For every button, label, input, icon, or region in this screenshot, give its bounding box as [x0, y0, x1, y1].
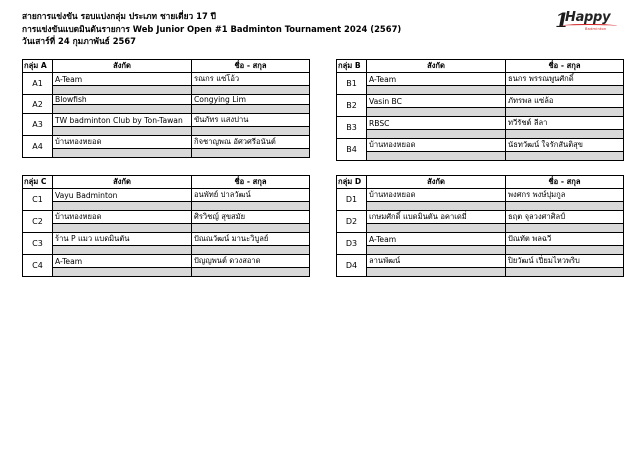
name-spacer-cell: [192, 202, 310, 211]
player-name: ธฤต จุลวงศาศิลป์: [506, 211, 624, 224]
name-spacer-cell: [506, 202, 624, 211]
player-row: [23, 95, 310, 105]
name-spacer-cell: [192, 224, 310, 233]
affiliation-spacer-cell: [367, 202, 506, 211]
affiliation-spacer-cell: [53, 86, 192, 95]
player-affiliation: A-Team: [367, 233, 506, 246]
affiliation-spacer-cell: [367, 152, 506, 161]
player-name: อนพัทย์ ปาลวัฒน์: [192, 189, 310, 202]
seed-code: D1: [337, 189, 367, 211]
affiliation-spacer-cell: [53, 202, 192, 211]
player-row-spacer: [337, 224, 624, 233]
name-spacer-cell: [506, 130, 624, 139]
name-header: ชื่อ - สกุล: [506, 60, 624, 73]
player-row: [23, 189, 310, 202]
player-name: ขันภัทร แสงปาน: [192, 114, 310, 127]
affiliation-header: สังกัด: [53, 176, 192, 189]
player-name: ปัญญพนต์ ดวงสอาด: [192, 255, 310, 268]
player-affiliation: บ้านทองหยอด: [53, 211, 192, 224]
player-row: [337, 139, 624, 152]
player-row: [337, 73, 624, 86]
player-name: ปิยวัฒน์ เปี่ยมไหวพริบ: [506, 255, 624, 268]
player-affiliation: บ้านทองหยอด: [367, 189, 506, 202]
player-row-spacer: [23, 127, 310, 136]
affiliation-spacer-cell: [53, 246, 192, 255]
player-affiliation: ร้าน P แมว แบดมินตัน: [53, 233, 192, 246]
player-row-spacer: [23, 149, 310, 158]
player-name: รณกร แซ่โอ้ว: [192, 73, 310, 86]
player-row-spacer: [23, 105, 310, 114]
name-spacer-cell: [192, 86, 310, 95]
group-a-table: [22, 59, 310, 158]
player-affiliation: A-Team: [53, 73, 192, 86]
logo-word: Happy: [565, 10, 611, 25]
seed-code: A2: [23, 95, 53, 114]
player-row-spacer: [23, 224, 310, 233]
player-name: กิจชาญพณ อัศวศรีอนันต์: [192, 136, 310, 149]
affiliation-header: สังกัด: [53, 60, 192, 73]
name-header: ชื่อ - สกุล: [192, 60, 310, 73]
seed-code: C2: [23, 211, 53, 233]
affiliation-spacer-cell: [367, 268, 506, 277]
group-label: กลุ่ม C: [23, 176, 53, 189]
name-spacer-cell: [506, 268, 624, 277]
player-row-spacer: [337, 202, 624, 211]
event-date: วันเสาร์ที่ 24 กุมภาพันธ์ 2567: [22, 36, 137, 46]
name-spacer-cell: [506, 108, 624, 117]
player-row-spacer: [23, 268, 310, 277]
group-label: กลุ่ม A: [23, 60, 53, 73]
player-affiliation: บ้านทองหยอด: [53, 136, 192, 149]
seed-code: B2: [337, 95, 367, 117]
player-row-spacer: [23, 86, 310, 95]
player-row-spacer: [337, 86, 624, 95]
seed-code: C4: [23, 255, 53, 277]
logo-number: 1: [555, 8, 569, 32]
player-affiliation: TW badminton Club by Ton-Tawan: [53, 114, 192, 127]
player-name: ทวีรัชต์ ลีลา: [506, 117, 624, 130]
seed-code: A4: [23, 136, 53, 158]
player-affiliation: Blowfish: [53, 95, 192, 105]
name-spacer-cell: [506, 152, 624, 161]
group-header-row: [337, 176, 624, 189]
name-spacer-cell: [192, 268, 310, 277]
happy-badminton-logo: [555, 8, 625, 38]
group-b-table: [336, 59, 624, 161]
affiliation-spacer-cell: [367, 224, 506, 233]
player-affiliation: เกษมศักดิ์ แบดมินตัน อคาเดมี่: [367, 211, 506, 224]
group-d-table: [336, 175, 624, 277]
player-row-spacer: [337, 268, 624, 277]
affiliation-header: สังกัด: [367, 60, 506, 73]
group-label: กลุ่ม B: [337, 60, 367, 73]
seed-code: A3: [23, 114, 53, 136]
player-name: พงศกร พงษ์ปุมกูล: [506, 189, 624, 202]
logo-subtitle: Badminton: [585, 27, 607, 31]
player-row-spacer: [337, 108, 624, 117]
seed-code: B1: [337, 73, 367, 95]
name-spacer-cell: [192, 246, 310, 255]
player-row: [337, 95, 624, 108]
name-spacer-cell: [506, 246, 624, 255]
affiliation-spacer-cell: [53, 149, 192, 158]
name-header: ชื่อ - สกุล: [506, 176, 624, 189]
player-name: ธนกร พรรณพูนศักดิ์: [506, 73, 624, 86]
affiliation-spacer-cell: [53, 127, 192, 136]
affiliation-spacer-cell: [367, 246, 506, 255]
player-name: ศิรวิชญ์ สุขสมัย: [192, 211, 310, 224]
player-name: ภัทรพล แซ่ล้อ: [506, 95, 624, 108]
player-affiliation: ลานพัฒน์: [367, 255, 506, 268]
player-affiliation: A-Team: [53, 255, 192, 268]
event-title: สายการแข่งขัน รอบแบ่งกลุ่ม ประเภท ชายเดี่ยว 17 ปี: [22, 11, 216, 21]
seed-code: D2: [337, 211, 367, 233]
player-row: [337, 189, 624, 202]
name-spacer-cell: [192, 105, 310, 114]
group-header-row: [23, 60, 310, 73]
player-row-spacer: [337, 246, 624, 255]
group-header-row: [337, 60, 624, 73]
seed-code: B3: [337, 117, 367, 139]
group-label: กลุ่ม D: [337, 176, 367, 189]
player-name: ปัณณวัฒน์ มานะวิบูลย์: [192, 233, 310, 246]
player-name: Congying Lim: [192, 95, 310, 105]
name-spacer-cell: [192, 149, 310, 158]
player-affiliation: Vayu Badminton: [53, 189, 192, 202]
affiliation-spacer-cell: [53, 105, 192, 114]
player-row-spacer: [337, 152, 624, 161]
name-header: ชื่อ - สกุล: [192, 176, 310, 189]
player-row-spacer: [23, 202, 310, 211]
seed-code: C3: [23, 233, 53, 255]
player-name: ปัณทัต พลฉวี: [506, 233, 624, 246]
seed-code: C1: [23, 189, 53, 211]
player-affiliation: A-Team: [367, 73, 506, 86]
player-row: [337, 211, 624, 224]
player-row-spacer: [337, 130, 624, 139]
player-row: [337, 233, 624, 246]
seed-code: B4: [337, 139, 367, 161]
seed-code: A1: [23, 73, 53, 95]
affiliation-spacer-cell: [367, 86, 506, 95]
name-spacer-cell: [506, 224, 624, 233]
player-row: [337, 255, 624, 268]
player-row: [23, 73, 310, 86]
player-affiliation: Vasin BC: [367, 95, 506, 108]
player-row: [23, 136, 310, 149]
player-row-spacer: [23, 246, 310, 255]
player-row: [23, 255, 310, 268]
name-spacer-cell: [192, 127, 310, 136]
player-affiliation: RBSC: [367, 117, 506, 130]
player-name: นัธทวัฒน์ ใจรักสันติสุข: [506, 139, 624, 152]
player-affiliation: บ้านทองหยอด: [367, 139, 506, 152]
affiliation-spacer-cell: [53, 268, 192, 277]
name-spacer-cell: [506, 86, 624, 95]
player-row: [23, 233, 310, 246]
affiliation-spacer-cell: [367, 108, 506, 117]
seed-code: D4: [337, 255, 367, 277]
affiliation-header: สังกัด: [367, 176, 506, 189]
seed-code: D3: [337, 233, 367, 255]
group-header-row: [23, 176, 310, 189]
tournament-name: การแข่งขันแบดมินตันรายการ Web Junior Open #1 Badminton Tournament 2024 (2567): [22, 23, 402, 34]
player-row: [23, 114, 310, 127]
document-header: [22, 10, 401, 48]
player-row: [337, 117, 624, 130]
affiliation-spacer-cell: [367, 130, 506, 139]
group-c-table: [22, 175, 310, 277]
player-row: [23, 211, 310, 224]
affiliation-spacer-cell: [53, 224, 192, 233]
